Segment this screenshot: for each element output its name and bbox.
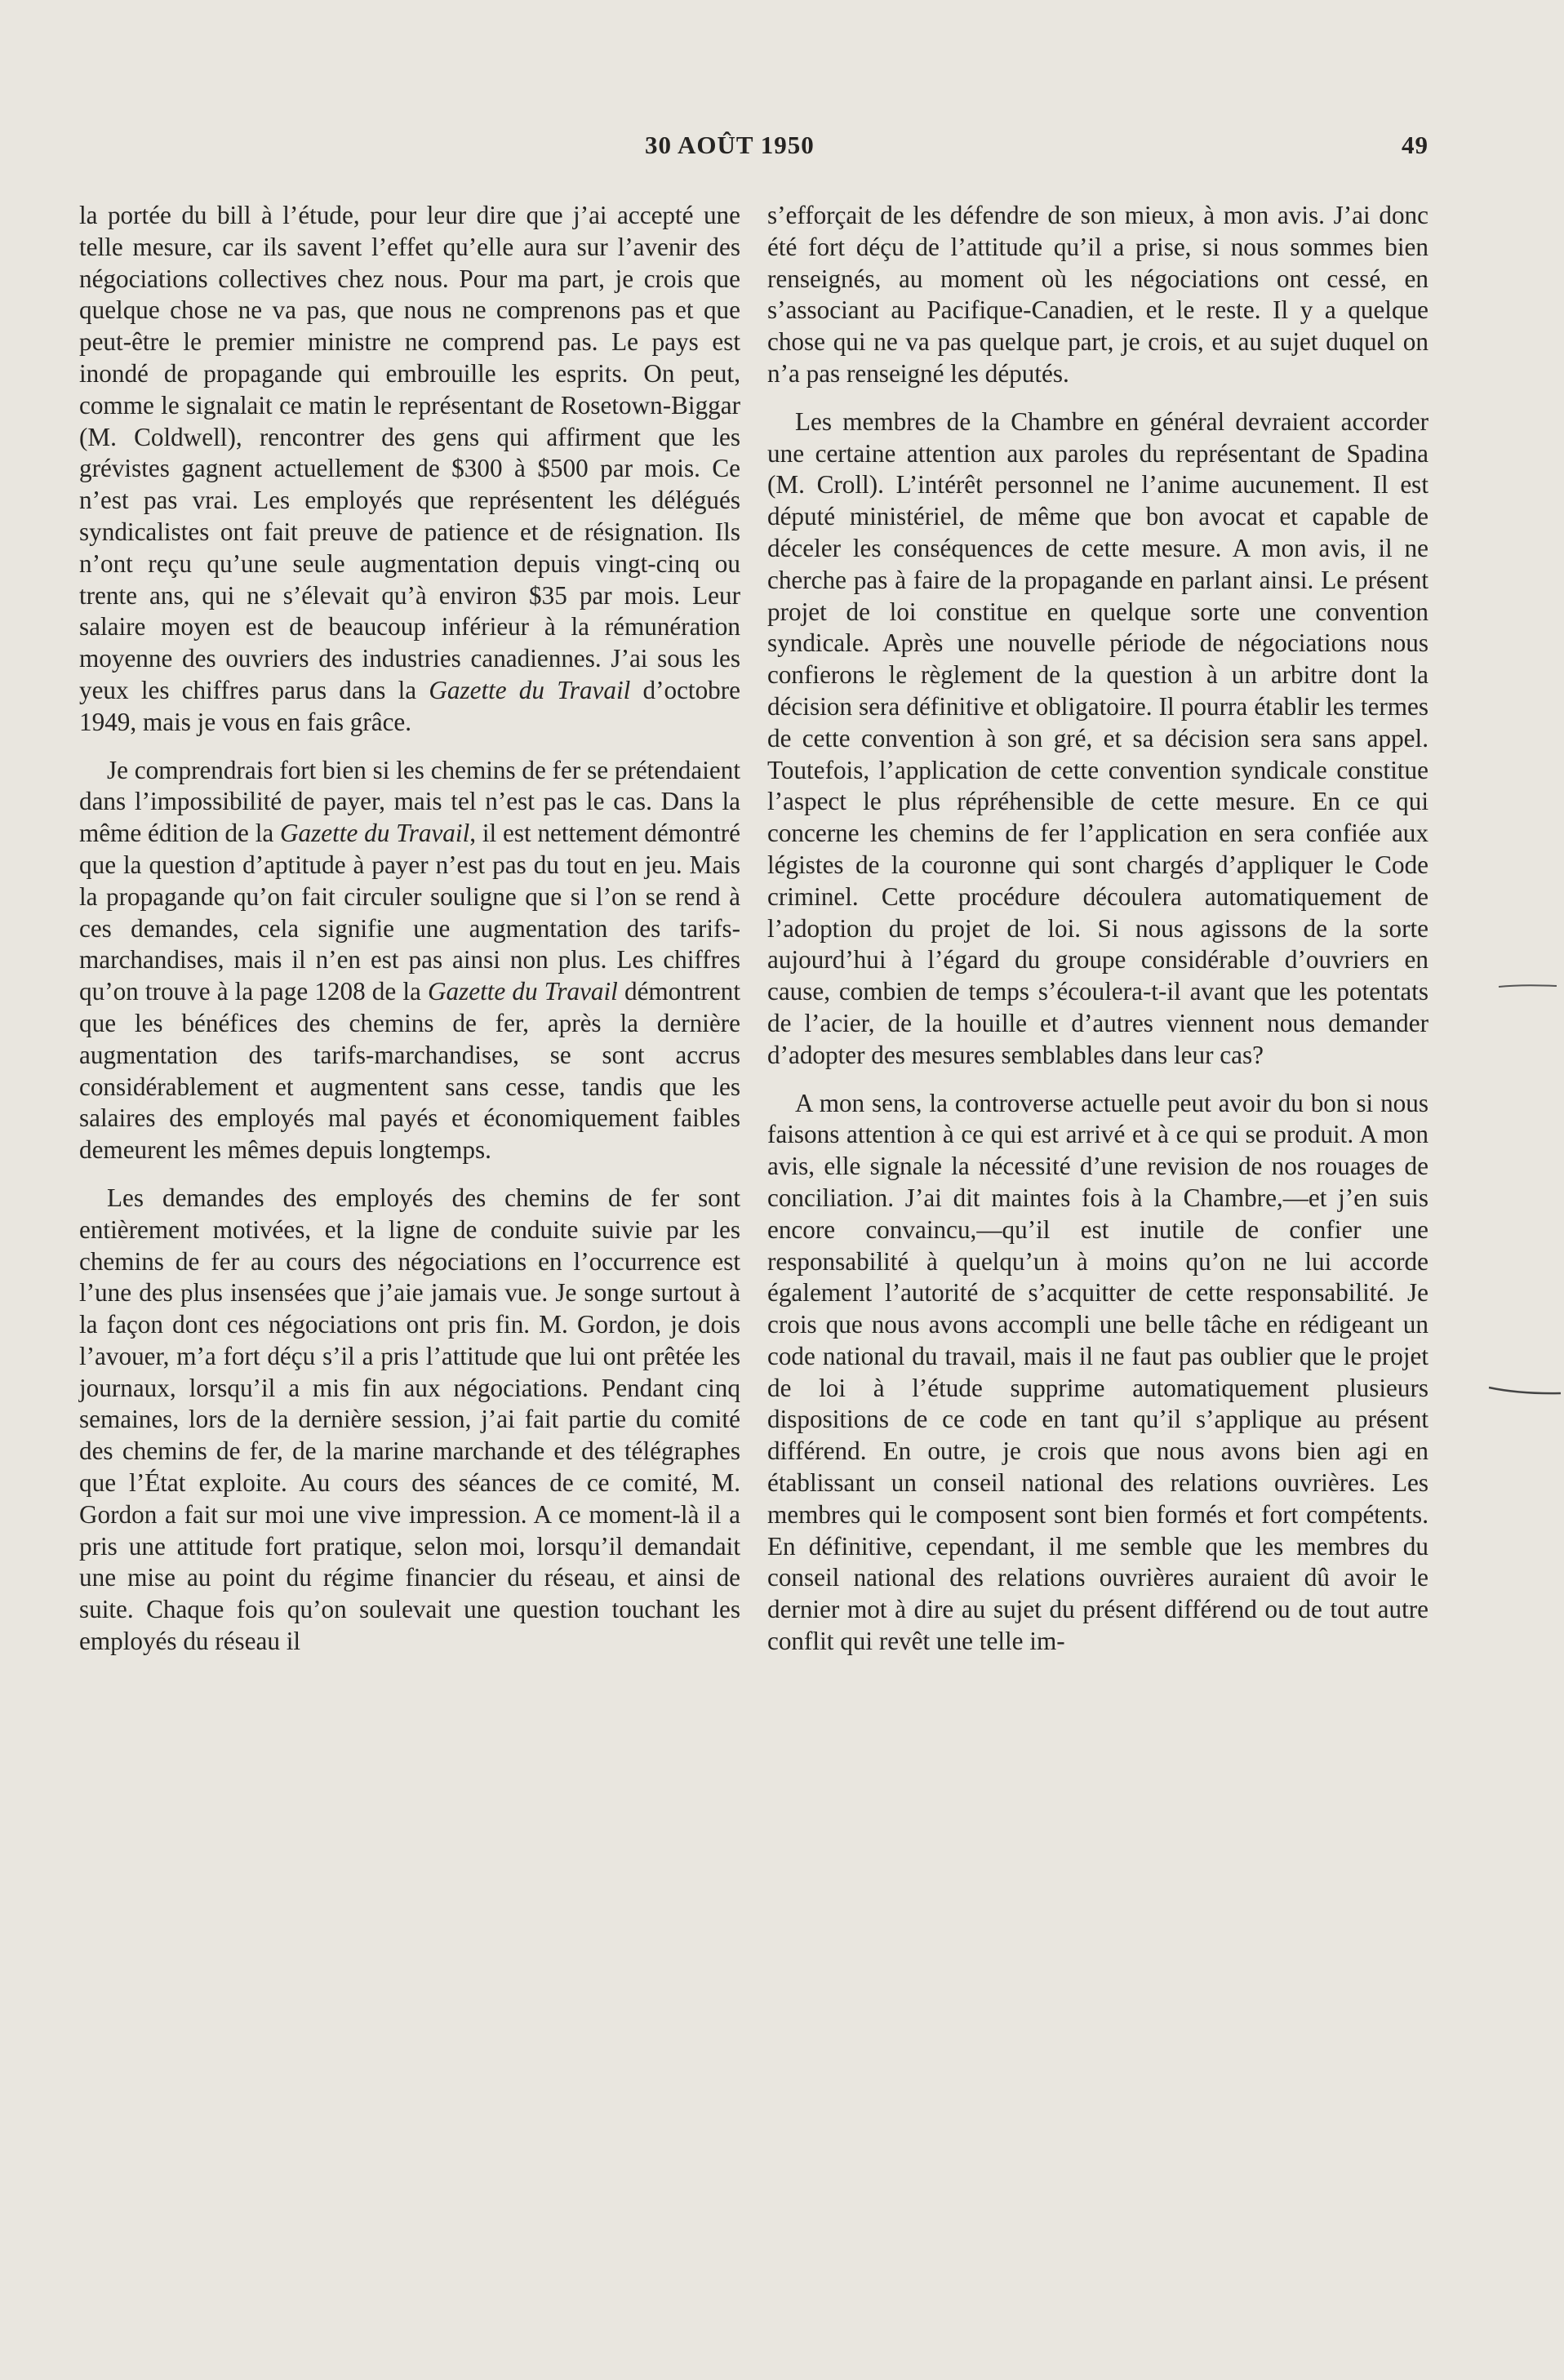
header-date: 30 AOÛT 1950 bbox=[645, 131, 815, 159]
margin-pencil-mark bbox=[1497, 984, 1558, 988]
paragraph: s’efforçait de les défendre de son mieux, à mon avis. J’ai donc été fort déçu de l’attitude qu’il a prise, si nous sommes bien renseignés, au moment où les négociations ont cessé, en s’associant au Pacifique-Canadien, et le reste. Il y a quelque chose qui ne va pas quelque part, je crois, et au sujet duquel on n’a pas renseigné les députés. bbox=[767, 201, 1428, 388]
paragraph: A mon sens, la controverse actuelle peut avoir du bon si nous faisons attention à ce qui est arrivé et à ce qui se produit. A mon avis, elle signale la nécessité d’une revision de nos rouages de conciliation. J’ai dit maintes fois à la Chambre,—et j’en suis encore convaincu,—qu’il est inutile de confier une responsabilité à quelqu’un à moins qu’on ne lui accorde également l’autorité de s’acquitter de cette responsabilité. Je crois que nous avons accompli une belle tâche en rédigeant un code national du travail, mais il ne faut pas oublier que le projet de loi à l’étude supprime automatiquement plusieurs dispositions de ce code en tant qu’il s’applique au présent différend. En outre, je crois que nous avons bien agi en établissant un conseil national des relations ouvrières. Les membres qui le composent sont bien formés et fort compétents. En définitive, cependant, il me semble que les membres du conseil national des relations ouvrières auraient dû avoir le dernier mot à dire au sujet du présent différend ou de tout autre conflit qui revêt une telle im- bbox=[767, 1088, 1428, 1656]
paragraph: Les membres de la Chambre en général devraient accorder une certaine attention aux paroles du représentant de Spadina (M. Croll). L’intérêt personnel ne l’anime aucunement. Il est député ministériel, de même que bon avocat et capable de déceler les conséquences de cette mesure. A mon avis, il ne cherche pas à faire de la propagande en parlant ainsi. Le présent projet de loi constitue en quelque sorte une convention syndicale. Après une nouvelle période de négociations nous confierons le règlement de la question à un arbitre dont la décision sera définitive et obligatoire. Il pourra établir les termes de cette convention à son gré, et sa décision sera sans appel. Toutefois, l’application de cette convention syndicale constitue l’aspect le plus répréhensible de cette mesure. En ce qui concerne les chemins de fer l’application en sera confiée aux légistes de la couronne qui sont chargés d’appliquer le Code criminel. Cette procédure découlera automatiquement de l’adoption du projet de loi. Si nous agissons de la sorte aujourd’hui à l’égard du groupe considérable d’ouvriers en cause, combien de temps s’écoulera-t-il avant que les potentats de l’acier, de la houille et d’autres viennent nous demander d’adopter des mesures semblables dans leur cas? bbox=[767, 406, 1428, 1069]
text-columns bbox=[79, 200, 1428, 1674]
margin-pencil-mark bbox=[1487, 1386, 1562, 1396]
paragraph: Les demandes des employés des chemins de fer sont entièrement motivées, et la ligne de conduite suivie par les chemins de fer au cours des négociations en l’occurrence est l’une des plus insensées que j’aie jamais vue. Je songe surtout à la façon dont ces négociations ont pris fin. M. Gordon, je dois l’avouer, m’a fort déçu s’il a pris l’attitude que lui ont prêtée les journaux, lorsqu’il a mis fin aux négociations. Pendant cinq semaines, lors de la dernière session, j’ai fait partie du comité des chemins de fer, de la marine marchande et des télégraphes que l’État exploite. Au cours des séances de ce comité, M. Gordon a fait sur moi une vive impression. A ce moment-là il a pris une attitude fort pratique, selon moi, lorsqu’il demandait une mise au point du régime financier du réseau, et ainsi de suite. Chaque fois qu’on soulevait une question touchant les employés du réseau il bbox=[79, 1183, 740, 1656]
left-column bbox=[79, 200, 740, 1674]
page-header bbox=[79, 131, 1428, 163]
right-column bbox=[767, 200, 1428, 1674]
page-number: 49 bbox=[1402, 131, 1428, 159]
paragraph: la portée du bill à l’étude, pour leur dire que j’ai accepté une telle mesure, car ils savent l’effet qu’elle aura sur l’avenir des négociations collectives chez nous. Pour ma part, je crois que quelque chose ne va pas, que nous ne comprenons pas et que peut-être le premier ministre ne comprend pas. Le pays est inondé de propagande qui embrouille les esprits. On peut, comme le signalait ce matin le représentant de Rosetown-Biggar (M. Coldwell), rencontrer des gens qui affirment que les grévistes gagnent actuellement de $300 à $500 par mois. Ce n’est pas vrai. Les employés que représentent les délégués syndicalistes ont fait preuve de patience et de résignation. Ils n’ont reçu qu’une seule augmentation depuis vingt-cinq ou trente ans, qui ne s’élevait qu’à environ $35 par mois. Leur salaire moyen est de beaucoup inférieur à la rémunération moyenne des ouvriers des industries canadiennes. J’ai sous les yeux les chiffres parus dans la Gazette du Travail d’octobre 1949, mais je vous en fais grâce. bbox=[79, 201, 741, 736]
paragraph: Je comprendrais fort bien si les chemins de fer se prétendaient dans l’impossibilité de payer, mais tel n’est pas le cas. Dans la même édition de la Gazette du Travail, il est nettement démontré que la question d’aptitude à payer n’est pas du tout en jeu. Mais la propagande qu’on fait circuler souligne que si l’on se rend à ces demandes, cela signifie une augmentation des tarifs-marchandises, mais il n’en est pas ainsi non plus. Les chiffres qu’on trouve à la page 1208 de la Gazette du Travail démontrent que les bénéfices des chemins de fer, après la dernière augmentation des tarifs-marchandises, se sont accrus considérablement et augmentent sans cesse, tandis que les salaires des employés mal payés et économiquement faibles demeurent les mêmes depuis longtemps. bbox=[79, 755, 741, 1165]
